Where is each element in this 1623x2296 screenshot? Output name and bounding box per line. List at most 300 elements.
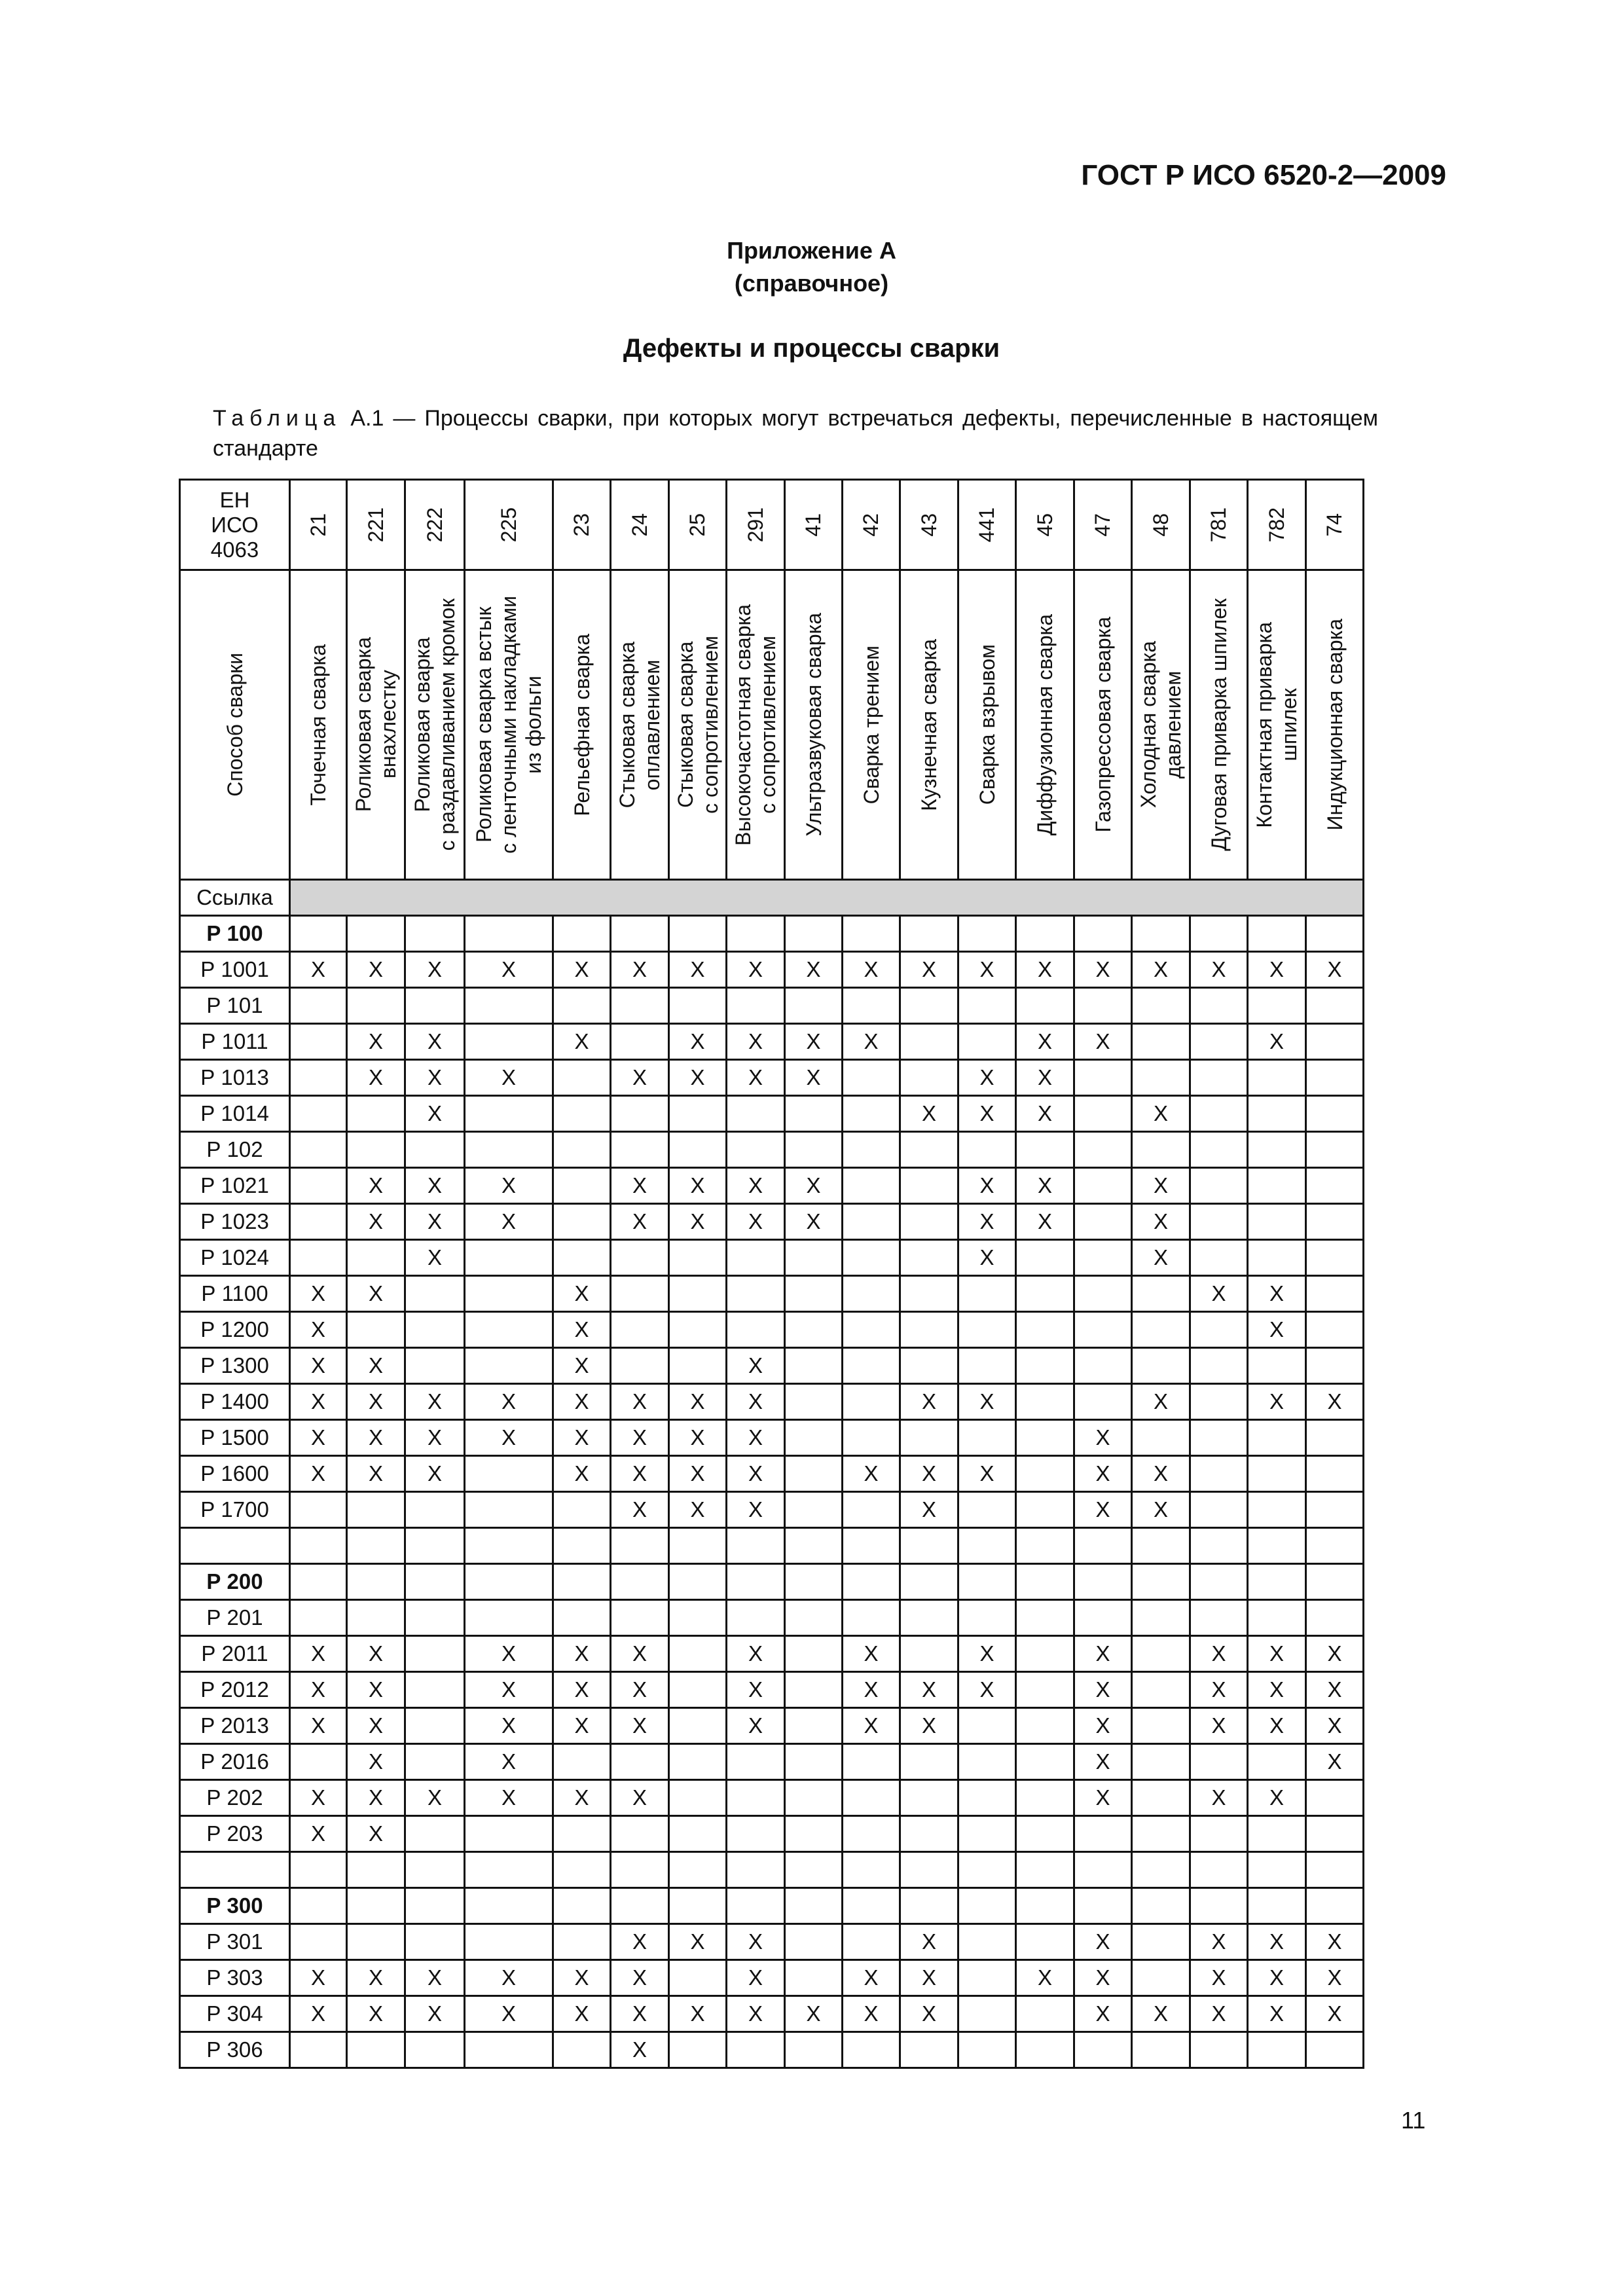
process-mark: X — [1132, 1240, 1190, 1276]
empty-cell — [843, 1816, 900, 1852]
process-mark: X — [347, 1960, 405, 1996]
empty-cell — [785, 1672, 843, 1708]
process-mark: X — [1248, 1924, 1306, 1960]
process-mark: X — [611, 1708, 669, 1744]
process-mark: X — [290, 1636, 347, 1672]
empty-cell — [1016, 1312, 1074, 1348]
empty-cell — [1132, 988, 1190, 1024]
process-mark: X — [553, 1024, 611, 1060]
empty-cell — [727, 1744, 785, 1780]
process-mark: X — [727, 1492, 785, 1528]
process-mark: X — [1190, 1708, 1248, 1744]
empty-cell — [669, 988, 727, 1024]
empty-cell — [1190, 1384, 1248, 1420]
table-row — [180, 1924, 1364, 1960]
empty-cell — [727, 1132, 785, 1168]
process-mark: X — [611, 1204, 669, 1240]
table-row — [180, 1960, 1364, 1996]
empty-cell — [1190, 988, 1248, 1024]
process-code: 45 — [1032, 513, 1057, 537]
empty-cell — [785, 988, 843, 1024]
process-name: Стыковая сварка оплавлением — [615, 641, 664, 809]
empty-cell — [1248, 1600, 1306, 1636]
empty-cell — [347, 988, 405, 1024]
empty-cell — [1190, 1240, 1248, 1276]
empty-cell — [1190, 1528, 1248, 1564]
process-mark: X — [1190, 1636, 1248, 1672]
process-code-cell — [465, 480, 553, 570]
table-row — [180, 1636, 1364, 1672]
process-mark: X — [1190, 1780, 1248, 1816]
table-row — [180, 1168, 1364, 1204]
empty-cell — [1306, 1204, 1364, 1240]
empty-cell — [611, 1024, 669, 1060]
process-mark: X — [347, 1744, 405, 1780]
process-mark: X — [1016, 1960, 1074, 1996]
process-mark: X — [405, 1456, 465, 1492]
empty-cell — [1190, 1600, 1248, 1636]
empty-cell — [1132, 1960, 1190, 1996]
process-mark: X — [553, 1708, 611, 1744]
process-mark: X — [843, 1456, 900, 1492]
empty-cell — [843, 1240, 900, 1276]
empty-cell — [611, 1312, 669, 1348]
appendix-heading — [0, 234, 1623, 300]
empty-cell — [347, 916, 405, 952]
process-mark: X — [900, 1708, 958, 1744]
empty-cell — [1132, 1780, 1190, 1816]
process-mark: X — [1248, 1312, 1306, 1348]
empty-cell — [1248, 988, 1306, 1024]
process-mark: X — [405, 1384, 465, 1420]
defect-reference: Р 306 — [180, 2032, 290, 2068]
empty-cell — [1306, 1348, 1364, 1384]
empty-cell — [465, 2032, 553, 2068]
process-name-cell — [843, 570, 900, 880]
process-mark: X — [1190, 1672, 1248, 1708]
process-mark: X — [958, 1672, 1016, 1708]
process-mark: X — [1016, 1024, 1074, 1060]
empty-cell — [290, 988, 347, 1024]
defect-reference: Р 1400 — [180, 1384, 290, 1420]
process-mark: X — [405, 1960, 465, 1996]
empty-cell — [405, 1348, 465, 1384]
empty-cell — [785, 1636, 843, 1672]
process-mark: X — [727, 1348, 785, 1384]
empty-cell — [958, 1420, 1016, 1456]
empty-cell — [958, 1024, 1016, 1060]
process-mark: X — [958, 1204, 1016, 1240]
empty-cell — [785, 1960, 843, 1996]
empty-cell — [347, 1600, 405, 1636]
empty-cell — [1132, 916, 1190, 952]
empty-cell — [843, 1852, 900, 1888]
empty-cell — [1016, 1996, 1074, 2032]
empty-cell — [1248, 1492, 1306, 1528]
empty-cell — [405, 916, 465, 952]
empty-cell — [727, 916, 785, 952]
table-caption — [213, 403, 1378, 464]
process-mark: X — [669, 1060, 727, 1096]
empty-cell — [843, 1348, 900, 1384]
process-mark: X — [900, 1492, 958, 1528]
empty-cell — [727, 2032, 785, 2068]
empty-cell — [900, 1024, 958, 1060]
defect-reference: Р 2016 — [180, 1744, 290, 1780]
defect-reference — [180, 1852, 290, 1888]
empty-cell — [785, 1312, 843, 1348]
empty-cell — [843, 1096, 900, 1132]
process-mark: X — [1306, 1996, 1364, 2032]
empty-cell — [785, 1492, 843, 1528]
empty-cell — [611, 1852, 669, 1888]
process-mark: X — [669, 1168, 727, 1204]
empty-cell — [553, 1132, 611, 1168]
document-id: ГОСТ Р ИСО 6520-2—2009 — [1081, 159, 1446, 191]
process-mark: X — [843, 1672, 900, 1708]
empty-cell — [553, 1888, 611, 1924]
empty-cell — [900, 1780, 958, 1816]
empty-cell — [958, 988, 1016, 1024]
empty-cell — [1306, 988, 1364, 1024]
empty-cell — [465, 1240, 553, 1276]
process-code-cell — [727, 480, 785, 570]
empty-cell — [1190, 1888, 1248, 1924]
process-name-cell — [1016, 570, 1074, 880]
process-mark: X — [405, 1024, 465, 1060]
empty-cell — [669, 1636, 727, 1672]
empty-cell — [290, 1132, 347, 1168]
empty-cell — [465, 1096, 553, 1132]
defect-reference: Р 1013 — [180, 1060, 290, 1096]
empty-cell — [347, 2032, 405, 2068]
process-mark: X — [1132, 1456, 1190, 1492]
process-mark: X — [1190, 1960, 1248, 1996]
empty-cell — [611, 1816, 669, 1852]
empty-cell — [669, 1096, 727, 1132]
empty-cell — [1132, 1528, 1190, 1564]
process-mark: X — [727, 1672, 785, 1708]
empty-cell — [1132, 1708, 1190, 1744]
empty-cell — [1132, 2032, 1190, 2068]
empty-cell — [405, 988, 465, 1024]
empty-cell — [405, 1924, 465, 1960]
empty-cell — [785, 916, 843, 952]
defect-reference: Р 1014 — [180, 1096, 290, 1132]
process-code: 441 — [975, 507, 998, 543]
empty-cell — [1306, 1132, 1364, 1168]
process-mark: X — [405, 1096, 465, 1132]
empty-cell — [553, 988, 611, 1024]
empty-cell — [843, 988, 900, 1024]
process-mark: X — [669, 1204, 727, 1240]
empty-cell — [843, 2032, 900, 2068]
empty-cell — [1306, 1276, 1364, 1312]
process-mark: X — [290, 1276, 347, 1312]
empty-cell — [843, 1924, 900, 1960]
process-mark: X — [347, 1996, 405, 2032]
process-mark: X — [727, 1996, 785, 2032]
process-mark: X — [465, 952, 553, 988]
table-row — [180, 1456, 1364, 1492]
process-mark: X — [347, 1420, 405, 1456]
empty-cell — [727, 1312, 785, 1348]
empty-cell — [1132, 1852, 1190, 1888]
process-mark: X — [1248, 952, 1306, 988]
process-mark: X — [611, 2032, 669, 2068]
empty-cell — [1074, 1132, 1132, 1168]
process-mark: X — [1074, 1744, 1132, 1780]
table-row — [180, 1780, 1364, 1816]
empty-cell — [1306, 1600, 1364, 1636]
empty-cell — [1132, 1060, 1190, 1096]
empty-cell — [958, 1996, 1016, 2032]
empty-cell — [843, 1564, 900, 1600]
empty-cell — [290, 1060, 347, 1096]
empty-cell — [1248, 1348, 1306, 1384]
section-title: Дефекты и процессы сварки — [623, 334, 1000, 363]
empty-cell — [958, 1132, 1016, 1168]
defect-reference: Р 300 — [180, 1888, 290, 1924]
defect-reference: Р 1600 — [180, 1456, 290, 1492]
empty-cell — [1016, 1240, 1074, 1276]
process-mark: X — [727, 1168, 785, 1204]
process-mark: X — [1016, 1204, 1074, 1240]
empty-cell — [1248, 916, 1306, 952]
defect-reference: Р 202 — [180, 1780, 290, 1816]
process-mark: X — [611, 1780, 669, 1816]
process-mark: X — [405, 1204, 465, 1240]
defect-reference: Р 101 — [180, 988, 290, 1024]
empty-cell — [1190, 1852, 1248, 1888]
empty-cell — [553, 1816, 611, 1852]
process-mark: X — [405, 1168, 465, 1204]
process-mark: X — [405, 952, 465, 988]
process-mark: X — [727, 1456, 785, 1492]
empty-cell — [900, 1564, 958, 1600]
empty-cell — [1190, 916, 1248, 952]
process-mark: X — [1074, 1636, 1132, 1672]
empty-cell — [1306, 1060, 1364, 1096]
empty-cell — [553, 1924, 611, 1960]
process-mark: X — [900, 1384, 958, 1420]
process-name: Стыковая сварка с сопротивлением — [673, 636, 722, 814]
empty-cell — [669, 1600, 727, 1636]
process-mark: X — [290, 1312, 347, 1348]
process-mark: X — [958, 1096, 1016, 1132]
process-mark: X — [1248, 1996, 1306, 2032]
empty-cell — [465, 1312, 553, 1348]
empty-cell — [290, 916, 347, 952]
appendix-subtitle: (справочное) — [734, 270, 889, 297]
process-mark: X — [1074, 1960, 1132, 1996]
empty-cell — [958, 1600, 1016, 1636]
process-mark: X — [465, 1636, 553, 1672]
empty-cell — [290, 1852, 347, 1888]
process-mark: X — [1016, 1168, 1074, 1204]
defect-reference: Р 303 — [180, 1960, 290, 1996]
empty-cell — [785, 1816, 843, 1852]
process-name-cell — [553, 570, 611, 880]
empty-cell — [1248, 1096, 1306, 1132]
process-mark: X — [465, 1204, 553, 1240]
process-mark: X — [1306, 1708, 1364, 1744]
empty-cell — [290, 1240, 347, 1276]
process-mark: X — [727, 1060, 785, 1096]
empty-cell — [465, 916, 553, 952]
defect-reference: Р 102 — [180, 1132, 290, 1168]
empty-cell — [785, 1780, 843, 1816]
empty-cell — [727, 988, 785, 1024]
welding-defects-table — [179, 479, 1364, 2069]
empty-cell — [1306, 1816, 1364, 1852]
empty-cell — [785, 1528, 843, 1564]
table-row — [180, 1816, 1364, 1852]
process-mark: X — [347, 1780, 405, 1816]
defect-reference: Р 1300 — [180, 1348, 290, 1384]
table-row — [180, 1564, 1364, 1600]
process-code: 41 — [801, 513, 825, 537]
empty-cell — [900, 988, 958, 1024]
process-code-cell — [958, 480, 1016, 570]
empty-cell — [611, 1600, 669, 1636]
table-row — [180, 916, 1364, 952]
defect-reference: Р 1011 — [180, 1024, 290, 1060]
empty-cell — [785, 1456, 843, 1492]
empty-cell — [900, 1528, 958, 1564]
empty-cell — [290, 1744, 347, 1780]
empty-cell — [611, 916, 669, 952]
empty-cell — [1132, 1420, 1190, 1456]
empty-cell — [1016, 1132, 1074, 1168]
empty-cell — [958, 1564, 1016, 1600]
process-code: 291 — [743, 507, 767, 543]
process-mark: X — [347, 952, 405, 988]
process-mark: X — [347, 1168, 405, 1204]
table-caption-label: Таблица — [213, 406, 342, 431]
empty-cell — [958, 1348, 1016, 1384]
empty-cell — [1074, 1816, 1132, 1852]
process-code: 43 — [917, 513, 941, 537]
empty-cell — [1306, 1528, 1364, 1564]
defect-reference: Р 1021 — [180, 1168, 290, 1204]
table-caption-text: А.1 — Процессы сварки, при которых могут встречаться дефекты, перечисленные в настоящем стандарте — [213, 406, 1378, 461]
process-mark: X — [785, 1204, 843, 1240]
process-mark: X — [669, 1024, 727, 1060]
page-number: 11 — [1401, 2107, 1426, 2134]
process-mark: X — [843, 1996, 900, 2032]
empty-cell — [1074, 1168, 1132, 1204]
process-name: Рельефная сварка — [570, 633, 594, 816]
process-mark: X — [958, 1456, 1016, 1492]
process-mark: X — [553, 1420, 611, 1456]
empty-cell — [843, 1168, 900, 1204]
empty-cell — [611, 1888, 669, 1924]
process-mark: X — [727, 1204, 785, 1240]
empty-cell — [1074, 1888, 1132, 1924]
empty-cell — [1190, 1024, 1248, 1060]
empty-cell — [843, 1384, 900, 1420]
appendix-title: Приложение А — [727, 237, 896, 264]
empty-cell — [900, 1168, 958, 1204]
process-mark: X — [347, 1348, 405, 1384]
empty-cell — [465, 1852, 553, 1888]
process-code-cell — [1190, 480, 1248, 570]
empty-cell — [1016, 988, 1074, 1024]
empty-cell — [1248, 1456, 1306, 1492]
empty-cell — [785, 1564, 843, 1600]
process-name-cell — [465, 570, 553, 880]
process-mark: X — [1248, 1024, 1306, 1060]
empty-cell — [785, 1348, 843, 1384]
empty-cell — [1132, 1744, 1190, 1780]
empty-cell — [900, 1636, 958, 1672]
process-name-cell — [1132, 570, 1190, 880]
defect-reference: Р 1200 — [180, 1312, 290, 1348]
empty-cell — [785, 2032, 843, 2068]
empty-cell — [843, 1276, 900, 1312]
process-name-cell — [611, 570, 669, 880]
process-mark: X — [347, 1816, 405, 1852]
defect-reference: Р 301 — [180, 1924, 290, 1960]
empty-cell — [843, 1600, 900, 1636]
empty-cell — [405, 1276, 465, 1312]
process-mark: X — [347, 1636, 405, 1672]
empty-cell — [785, 1420, 843, 1456]
process-mark: X — [1074, 1708, 1132, 1744]
process-code: 48 — [1148, 513, 1173, 537]
process-mark: X — [900, 1924, 958, 1960]
defect-reference: Р 203 — [180, 1816, 290, 1852]
process-mark: X — [1074, 952, 1132, 988]
empty-cell — [727, 1096, 785, 1132]
process-mark: X — [347, 1384, 405, 1420]
process-name: Точечная сварка — [306, 644, 330, 806]
empty-cell — [553, 916, 611, 952]
empty-cell — [1306, 916, 1364, 952]
empty-cell — [958, 2032, 1016, 2068]
empty-cell — [1074, 1096, 1132, 1132]
reference-shaded-band — [290, 880, 1364, 916]
empty-cell — [727, 1816, 785, 1852]
empty-cell — [1248, 1168, 1306, 1204]
empty-cell — [958, 1780, 1016, 1816]
empty-cell — [958, 1852, 1016, 1888]
process-mark: X — [1248, 1384, 1306, 1420]
process-mark: X — [727, 1024, 785, 1060]
empty-cell — [553, 1744, 611, 1780]
defect-reference: Р 1001 — [180, 952, 290, 988]
empty-cell — [669, 1816, 727, 1852]
process-label-cell — [180, 570, 290, 880]
process-mark: X — [669, 1492, 727, 1528]
process-mark: X — [611, 1420, 669, 1456]
process-code-cell — [347, 480, 405, 570]
empty-cell — [1306, 1420, 1364, 1456]
empty-cell — [669, 1564, 727, 1600]
process-mark: X — [1190, 952, 1248, 988]
defect-reference: Р 2013 — [180, 1708, 290, 1744]
empty-cell — [669, 1888, 727, 1924]
process-name: Роликовая сварка встык с ленточными накладками из фольги — [472, 596, 545, 854]
empty-cell — [785, 1240, 843, 1276]
empty-cell — [465, 1348, 553, 1384]
table-row — [180, 1672, 1364, 1708]
process-name-cell — [785, 570, 843, 880]
empty-cell — [900, 1600, 958, 1636]
empty-cell — [1074, 1528, 1132, 1564]
empty-cell — [1074, 988, 1132, 1024]
